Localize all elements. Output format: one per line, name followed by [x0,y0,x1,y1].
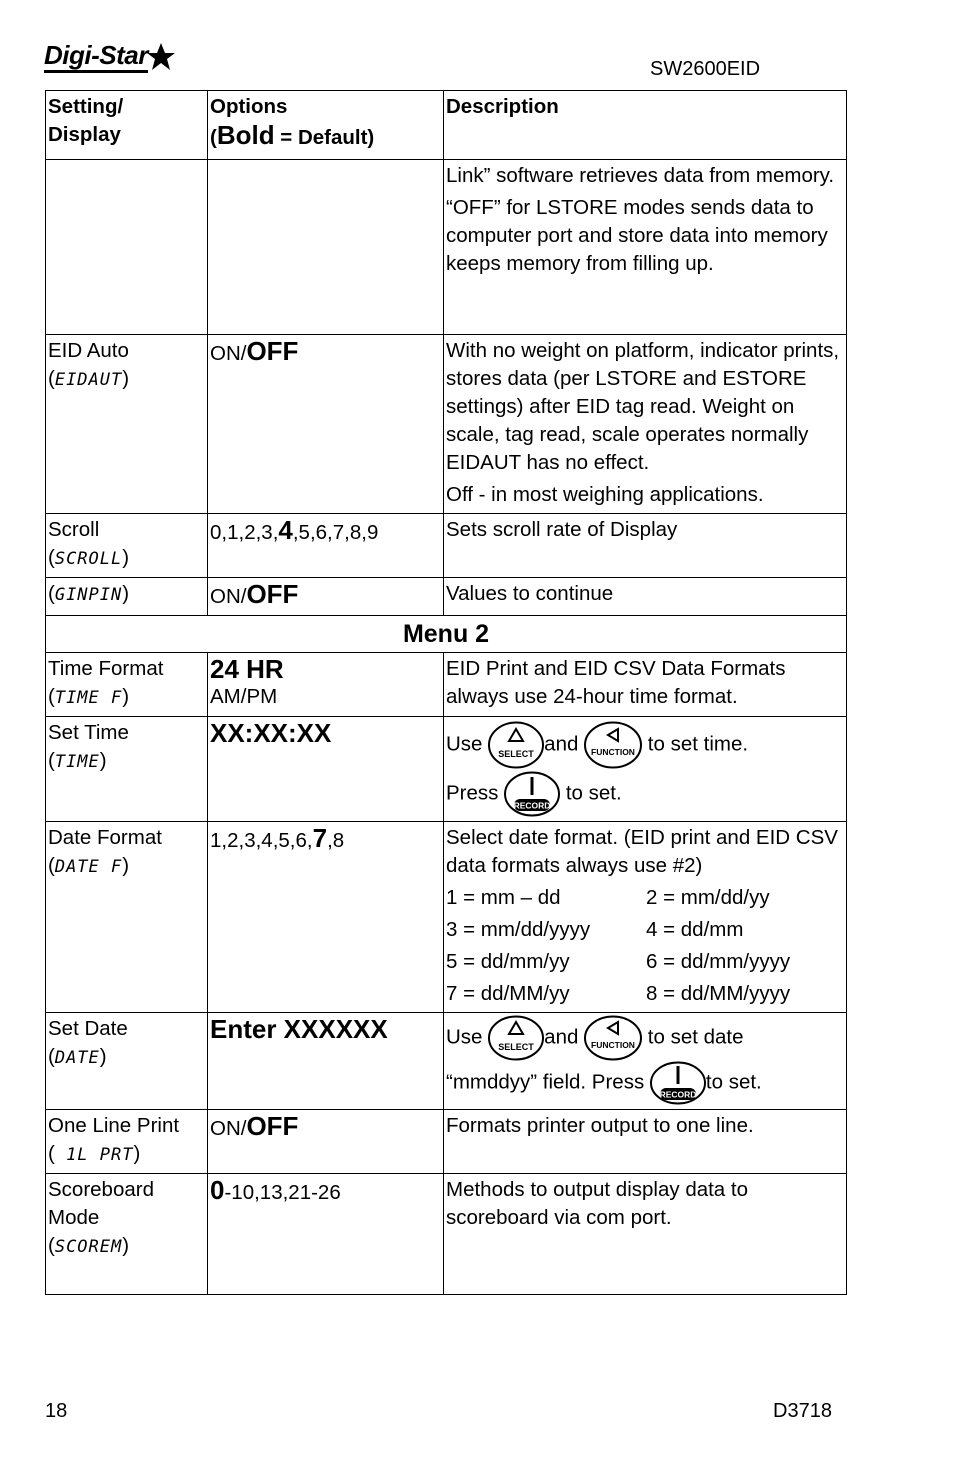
select-button-icon [488,721,544,769]
record-button-icon [504,771,560,817]
svg-text:RECORD: RECORD [659,1089,697,1100]
menu-2-row [46,616,847,653]
table-row-one-line-print: One Line Print ( 1L PRT) ON/OFF Formats printer output to one line. [46,1110,847,1174]
function-button-icon [584,721,642,769]
page-number: 18 [45,1400,68,1422]
model-number: SW2600EID [650,58,761,80]
table-header-row [46,91,847,160]
table-row-scroll: Scroll (SCROLL) 0,1,2,3,4,5,6,7,8,9 Sets scroll rate of Display [46,514,847,578]
star-icon [146,42,176,72]
svg-text:SELECT: SELECT [498,749,534,759]
document-code: D3718 [773,1400,832,1422]
table-row-date-format: Date Format (DATE F) 1,2,3,4,5,6,7,8 Select date format. (EID print and EID CSV data formats always use #2) 1 = mm – dd 2 = mm/dd/yy 3 = mm/dd/yyyy 4 = dd/mm 5 = dd/mm/yy 6 = dd/mm/yyyy 7 = dd/MM/yy 8 = dd/MM/yyyy [46,822,847,1013]
table-row-ginpin: (GINPIN) ON/OFF Values to continue [46,578,847,616]
svg-text:SELECT: SELECT [498,1042,534,1052]
table-row-scoreboard: Scoreboard Mode (SCOREM) 0-10,13,21-26 Methods to output display data to scoreboard via com port. [46,1174,847,1295]
table-row: Link” software retrieves data from memory. “OFF” for LSTORE modes sends data to computer port and store data into memory keeps memory from filling up. [46,160,847,335]
table-row-eid-auto: EID Auto (EIDAUT) ON/OFF With no weight on platform, indicator prints, stores data (per LSTORE and ESTORE settings) after EID tag read. Weight on scale, tag read, scale operates normally EIDAUT has no effect. Off - in most weighing applications. [46,335,847,514]
header-options: Options (Bold = Default) [208,91,444,160]
record-button-icon [650,1061,706,1105]
header-setting: Setting/ Display [46,91,208,160]
settings-table [45,90,847,1295]
digi-star-logo: Digi-Star [44,40,176,72]
svg-text:FUNCTION: FUNCTION [591,747,636,757]
function-button-icon [584,1015,642,1061]
svg-text:FUNCTION: FUNCTION [591,1040,636,1050]
menu-2-title: Menu 2 [46,616,847,653]
table-row-set-date: Set Date (DATE) Enter XXXXXX Use SELECT and FUNCTION to set date “mmddyy” field. Press RECORD to set. [46,1013,847,1110]
select-button-icon [488,1015,544,1061]
table-row-time-format: Time Format (TIME F) 24 HR AM/PM EID Print and EID CSV Data Formats always use 24-hour time format. [46,653,847,717]
table-row-set-time: Set Time (TIME) XX:XX:XX Use SELECT and FUNCTION to set time. Press RECORD to set. [46,717,847,822]
svg-text:RECORD: RECORD [513,800,551,811]
header-description: Description [444,91,847,160]
